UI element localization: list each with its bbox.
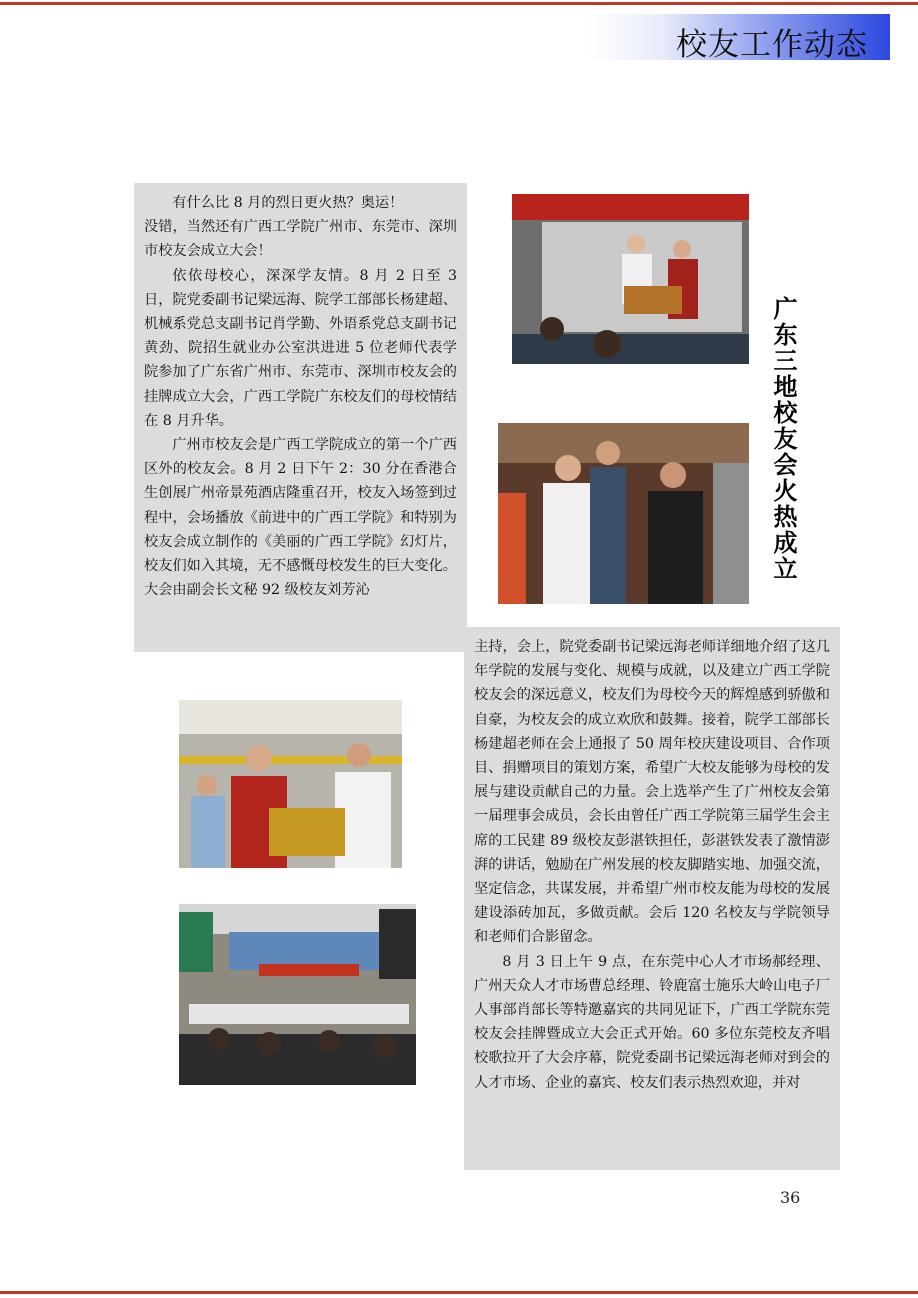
top-rule (0, 2, 918, 5)
article-column-1 (134, 183, 467, 652)
photo-banner-presentation (512, 194, 749, 364)
page-number: 36 (780, 1188, 801, 1207)
paragraph: 主持，会上，院党委副书记梁远海老师详细地介绍了这几年学院的发展与变化、规模与成就，以及建立广西工学院校友会的深远意义，校友们为母校今天的辉煌感到骄傲和自豪，为校友会的成立欢欣和鼓舞。接着，院学工部部长杨建超老师在会上通报了 50 周年校庆建设项目、合作项目、捐赠项目的策划方案，希望广大校友能够为母校的发展与建设贡献自己的力量。会上选举产生了广州校友会第一届理事会成员，会长由曾任广西工学院第三届学生会主席的工民建 89 级校友彭湛铁担任，彭湛铁发表了激情澎湃的讲话，勉励在广州发展的校友脚踏实地、加强交流，坚定信念，共谋发展，并希望广州市校友能为母校的发展建设添砖加瓦，多做贡献。会后 120 名校友与学院领导和老师们合影留念。 (474, 639, 830, 946)
photo-gift-presentation (179, 700, 402, 868)
photo-assembly-hall (179, 904, 416, 1085)
photo-handshake (498, 423, 749, 604)
paragraph: 8 月 3 日上午 9 点，在东莞中心人才市场郝经理、广州天众人才市场曹总经理、铃鹿富士施乐大岭山电子厂人事部肖部长等特邀嘉宾的共同见证下，广西工学院东莞校友会挂牌暨成立大会正式开始。60 多位东莞校友齐唱校歌拉开了大会序幕，院党委副书记梁远海老师对到会的人才市场、企业的嘉宾、校友们表示热烈欢迎，并对 (474, 953, 830, 1091)
paragraph: 广州市校友会是广西工学院成立的第一个广西区外的校友会。8 月 2 日下午 2：30 分在香港合生创展广州帝景苑酒店隆重召开，校友入场签到过程中，会场播放《前进中的广西工学院》和特别为校友会成立制作的《美丽的广西工学院》幻灯片，校友们如入其境，无不感慨母校发生的巨大变化。大会由副会长文秘 92 级校友刘芳沁 (144, 437, 457, 599)
paragraph: 没错，当然还有广西工学院广州市、东莞市、深圳市校友会成立大会！ (144, 219, 457, 260)
article-column-2 (464, 627, 840, 1170)
paragraph: 依依母校心，深深学友情。8 月 2 日至 3 日，院党委副书记梁远海、院学工部部长杨建超、机械系党总支副书记肖学勤、外语系党总支副书记黄劲、院招生就业办公室洪进进 5 位老师代表学院参加了广东省广州市、东莞市、深圳市校友会的挂牌成立大会，广西工学院广东校友们的母校情结在 8 月升华。 (144, 267, 457, 429)
paragraph: 有什么比 8 月的烈日更火热？奥运！ (172, 195, 404, 211)
article-side-title: 广东三地校友会火热成立 (769, 296, 797, 582)
bottom-rule (0, 1291, 918, 1294)
section-title: 校友工作动态 (676, 27, 868, 63)
section-banner (586, 14, 890, 63)
